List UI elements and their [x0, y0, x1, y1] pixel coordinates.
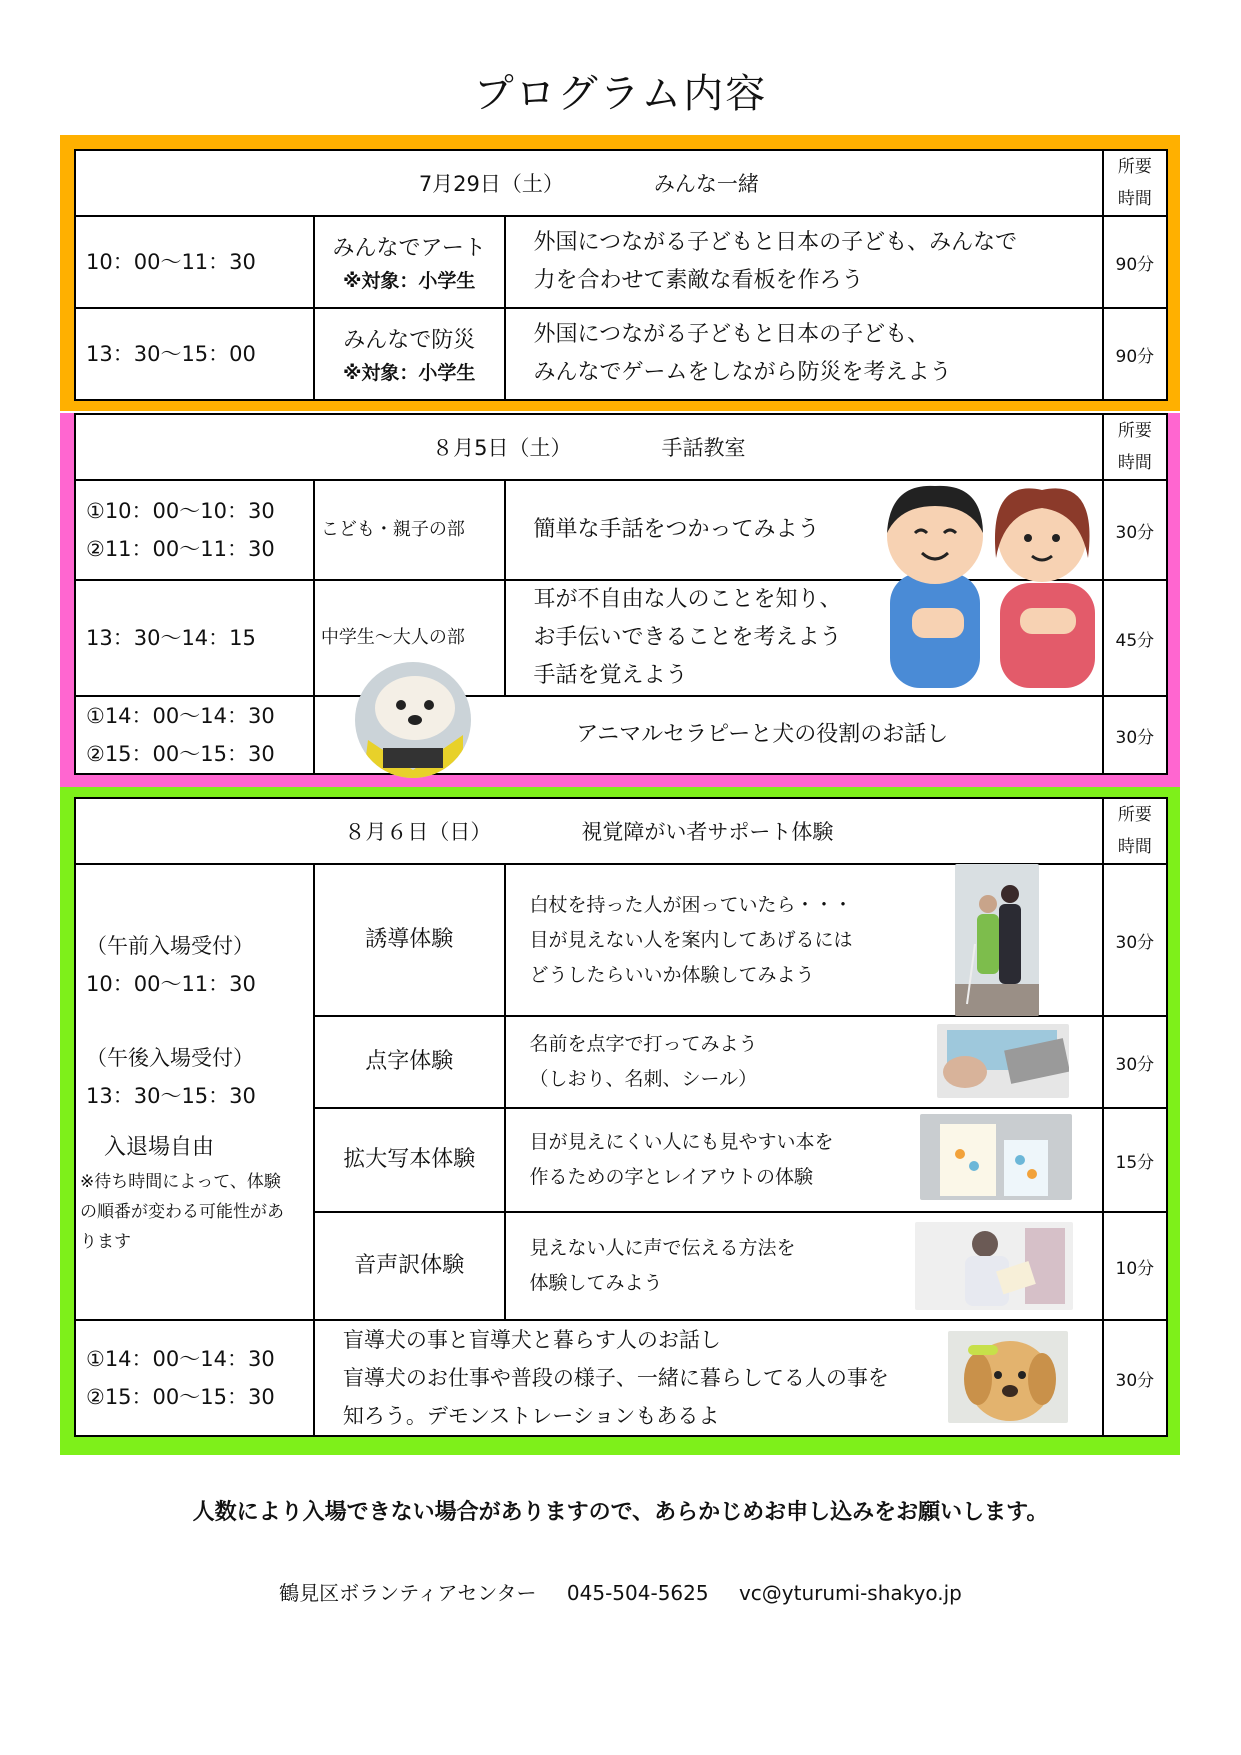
organization-name: 鶴見区ボランティアセンター — [279, 1581, 537, 1605]
day2-date: ８月5日（土） — [432, 436, 572, 460]
duration-cell: 30分 — [1103, 864, 1167, 1016]
day1-theme: みんな一緒 — [653, 172, 759, 196]
duration-cell: 30分 — [1103, 1016, 1167, 1108]
duration-header: 所要 時間 — [1103, 150, 1167, 216]
duration-header: 所要 時間 — [1103, 414, 1167, 480]
therapy-dog-photo — [353, 660, 473, 780]
duration-cell: 15分 — [1103, 1108, 1167, 1212]
duration-cell: 45分 — [1103, 580, 1167, 696]
sign-language-illustration — [870, 478, 1100, 688]
program-description: 名前を点字で打ってみよう （しおり、名刺、シール） — [505, 1016, 1103, 1108]
program-description: 目が見えにくい人にも見やすい本を 作るための字とレイアウトの体験 — [505, 1108, 1103, 1212]
day1-header — [75, 150, 1103, 216]
duration-cell: 10分 — [1103, 1212, 1167, 1320]
large-print-experience-photo — [920, 1114, 1072, 1200]
program-description: 耳が不自由な人のことを知り、 お手伝いできることを考えよう 手話を覚えよう — [505, 580, 1103, 696]
reception-cell: （午前入場受付） 10：00〜11：30 （午後入場受付） 13：30〜15：30 入退場自由 ※待ち時間によって、体験 の順番が変わる可能性があ ります — [75, 864, 314, 1320]
table-row — [75, 696, 1167, 774]
time-cell: ①10：00〜10：30 ②11：00〜11：30 — [75, 480, 314, 580]
page-title: プログラム内容 — [473, 71, 768, 117]
program-description: 見えない人に声で伝える方法を 体験してみよう — [505, 1212, 1103, 1320]
program-name: みんなで防災 ※対象：小学生 — [314, 308, 505, 400]
program-name: こども・親子の部 — [314, 480, 505, 580]
wait-note: ※待ち時間によって、体験 の順番が変わる可能性があ ります — [80, 1172, 284, 1252]
program-description: アニマルセラピーと犬の役割のお話し — [314, 696, 1103, 774]
day1-date: 7月29日（土） — [418, 172, 564, 196]
table-row — [75, 308, 1167, 400]
braille-experience-photo — [937, 1024, 1069, 1098]
program-name: 音声訳体験 — [314, 1212, 505, 1320]
day2-header — [75, 414, 1103, 480]
guiding-experience-photo — [955, 864, 1039, 1016]
program-description: 外国につながる子どもと日本の子ども、 みんなでゲームをしながら防災を考えよう — [505, 308, 1103, 400]
program-description: 白杖を持った人が困っていたら・・・ 目が見えない人を案内してあげるには どうしたらいいか体験してみよう — [505, 864, 1103, 1016]
time-cell: 10：00〜11：30 — [75, 216, 314, 308]
time-cell: ①14：00〜14：30 ②15：00〜15：30 — [75, 1320, 314, 1436]
day3-date: ８月６日（日） — [344, 820, 492, 844]
footer-contact — [0, 1577, 1241, 1606]
time-cell: 13：30〜15：00 — [75, 308, 314, 400]
free-entry-label: 入退場自由 — [104, 1135, 215, 1160]
phone-number: 045-504-5625 — [566, 1581, 709, 1605]
guide-dog-photo — [948, 1331, 1068, 1423]
day3-header — [75, 798, 1103, 864]
time-cell: 13：30〜14：15 — [75, 580, 314, 696]
program-name: みんなでアート ※対象：小学生 — [314, 216, 505, 308]
audio-recording-experience-photo — [915, 1222, 1073, 1310]
day2-theme: 手話教室 — [661, 436, 746, 460]
day3-theme: 視覚障がい者サポート体験 — [581, 820, 834, 844]
program-name: 誘導体験 — [314, 864, 505, 1016]
program-description: 簡単な手話をつかってみよう — [505, 480, 1103, 580]
duration-cell: 30分 — [1103, 1320, 1167, 1436]
program-name: 拡大写本体験 — [314, 1108, 505, 1212]
program-description: 外国につながる子どもと日本の子ども、みんなで 力を合わせて素敵な看板を作ろう — [505, 216, 1103, 308]
email-address[interactable]: vc@yturumi-shakyo.jp — [738, 1581, 962, 1605]
duration-cell: 90分 — [1103, 308, 1167, 400]
duration-cell: 90分 — [1103, 216, 1167, 308]
duration-cell: 30分 — [1103, 696, 1167, 774]
time-cell: ①14：00〜14：30 ②15：00〜15：30 — [75, 696, 314, 774]
program-description: 盲導犬の事と盲導犬と暮らす人のお話し 盲導犬のお仕事や普段の様子、一緒に暮らしてる人の事を 知ろう。デモンストレーションもあるよ — [314, 1320, 1103, 1436]
application-notice: 人数により入場できない場合がありますので、あらかじめお申し込みをお願いします。 — [192, 1500, 1049, 1525]
duration-header: 所要 時間 — [1103, 798, 1167, 864]
day1-table — [74, 149, 1168, 401]
duration-cell: 30分 — [1103, 480, 1167, 580]
table-row — [75, 216, 1167, 308]
program-name: 点字体験 — [314, 1016, 505, 1108]
program-name: 中学生〜大人の部 — [314, 580, 505, 696]
